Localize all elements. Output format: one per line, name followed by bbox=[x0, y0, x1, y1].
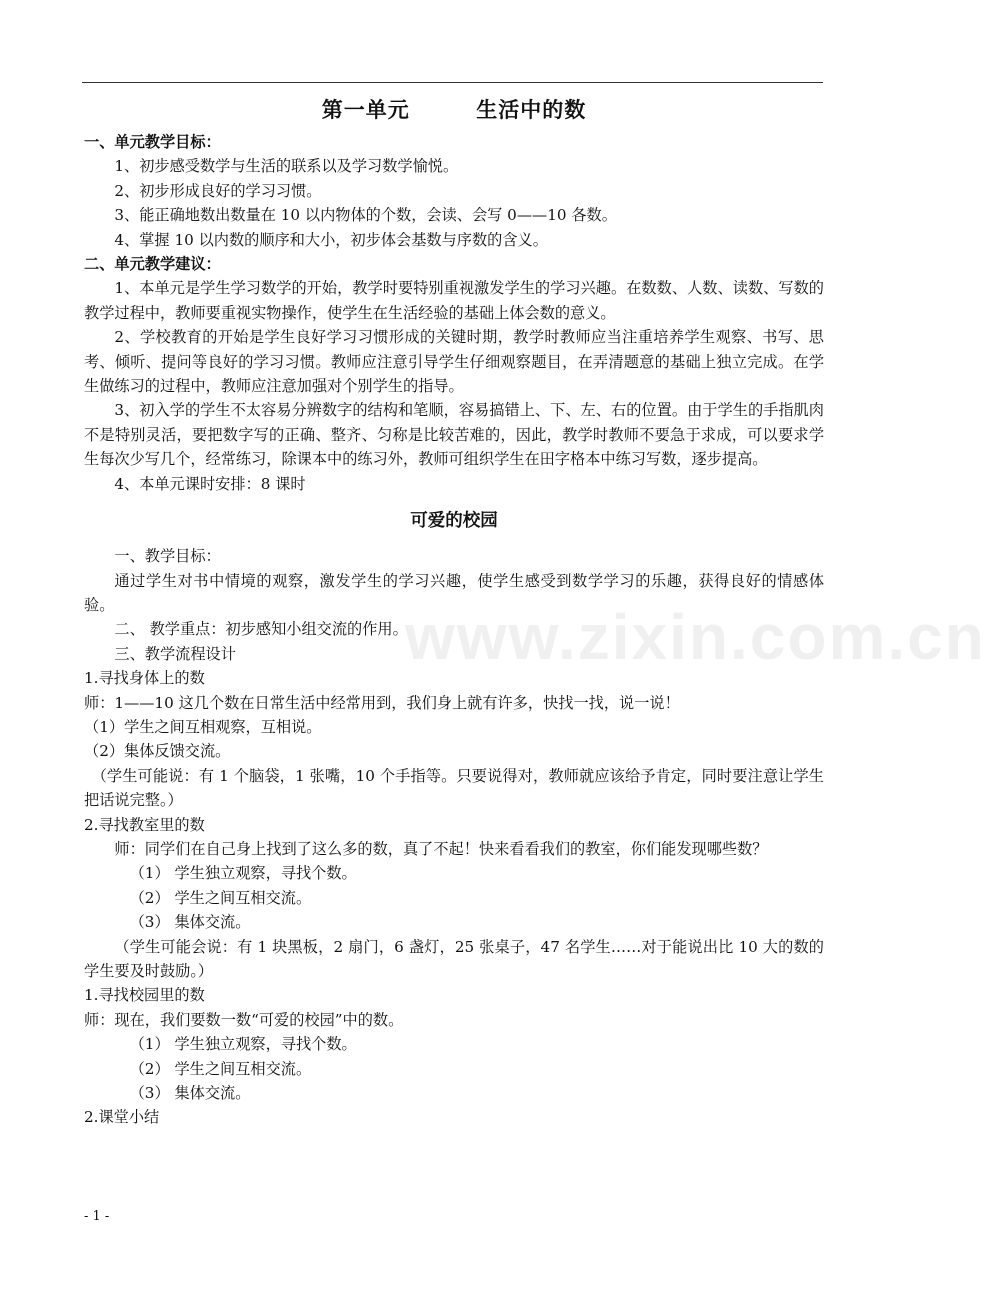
step-heading: 1.寻找校园里的数 bbox=[84, 986, 205, 1005]
step-heading: 2.寻找教室里的数 bbox=[84, 815, 205, 834]
section-heading-goals: 一、单元教学目标： bbox=[84, 133, 221, 151]
suggestion-paragraph: 1、本单元是学生学习数学的开始，教学时要特别重视激发学生的学习兴趣。在数数、人数、读数、写数的教学过程中，教师要重视实物操作，使学生在生活经验的基础上体会数的意义。 bbox=[84, 279, 824, 322]
lesson-flow-heading: 三、教学流程设计 bbox=[114, 644, 236, 663]
lesson-goal-text: 通过学生对书中情境的观察，激发学生的学习兴趣，使学生感受到数学学习的乐趣，获得良好的情感体验。 bbox=[84, 571, 824, 614]
teacher-line: 师：现在，我们要数一数“可爱的校园”中的数。 bbox=[84, 1010, 404, 1029]
step-heading: 1.寻找身体上的数 bbox=[84, 669, 205, 688]
header-rule bbox=[82, 82, 823, 83]
goal-item: 4、掌握 10 以内数的顺序和大小，初步体会基数与序数的含义。 bbox=[114, 230, 548, 249]
unit-title: 第一单元 生活中的数 bbox=[321, 97, 587, 122]
goal-item: 3、能正确地数出数量在 10 以内物体的个数，会读、会写 0——10 各数。 bbox=[114, 206, 617, 225]
step-item: （1）学生之间互相观察，互相说。 bbox=[84, 717, 322, 736]
step-item: （1） 学生独立观察，寻找个数。 bbox=[129, 864, 357, 883]
step-item: （2） 学生之间互相交流。 bbox=[129, 888, 312, 907]
suggestion-paragraph: 3、初入学的学生不太容易分辨数字的结构和笔顺，容易搞错上、下、左、右的位置。由于学生的手指肌肉不是特别灵活，要把数字写的正确、整齐、匀称是比较苦难的，因此，教学时教师不要急于求成，可以要求学生每次少写几个，经常练习，除课本中的练习外，教师可组织学生在田字格本中练习写数，逐步提高。 bbox=[84, 401, 824, 469]
student-note: （学生可能会说：有 1 块黑板，2 扇门，6 盏灯，25 张桌子，47 名学生……对于能说出比 10 大的数的学生要及时鼓励。） bbox=[84, 937, 824, 980]
goal-item: 2、初步形成良好的学习习惯。 bbox=[114, 181, 322, 200]
step-heading: 2.课堂小结 bbox=[84, 1108, 160, 1127]
section-heading-suggestions: 二、单元教学建议： bbox=[84, 255, 221, 274]
suggestion-paragraph: 2、学校教育的开始是学生良好学习习惯形成的关键时期，教学时教师应当注重培养学生观察、书写、思考、倾听、提问等良好的学习习惯。教师应注意引导学生仔细观察题目，在弄清题意的基础上独立完成。在学生做练习的过程中，教师应注意加强对个别学生的指导。 bbox=[84, 328, 824, 396]
lesson-title: 可爱的校园 bbox=[410, 511, 498, 532]
suggestion-paragraph: 4、本单元课时安排：8 课时 bbox=[114, 474, 306, 493]
lesson-goal-heading: 一、教学目标： bbox=[114, 547, 221, 566]
teacher-line: 师：同学们在自己身上找到了这么多的数，真了不起！快来看看我们的教室，你们能发现哪些数？ bbox=[114, 839, 768, 858]
student-note: （学生可能说：有 1 个脑袋，1 张嘴，10 个手指等。只要说得对，教师就应该给予肯定，同时要注意让学生把话说完整。） bbox=[84, 766, 824, 810]
step-item: （3） 集体交流。 bbox=[129, 913, 251, 932]
document-body bbox=[84, 92, 824, 1130]
step-item: （2）集体反馈交流。 bbox=[84, 742, 231, 761]
step-item: （1） 学生独立观察，寻找个数。 bbox=[129, 1035, 357, 1054]
goal-item: 1、初步感受数学与生活的联系以及学习数学愉悦。 bbox=[114, 157, 459, 176]
step-item: （2） 学生之间互相交流。 bbox=[129, 1059, 312, 1078]
teacher-line: 师：1——10 这几个数在日常生活中经常用到，我们身上就有许多，快找一找，说一说！ bbox=[84, 693, 680, 712]
page-number: - 1 - bbox=[84, 1209, 110, 1224]
lesson-focus: 二、 教学重点：初步感知小组交流的作用。 bbox=[114, 620, 408, 639]
step-item: （3） 集体交流。 bbox=[129, 1084, 251, 1103]
watermark: www.zixin.com.cn bbox=[405, 601, 986, 673]
